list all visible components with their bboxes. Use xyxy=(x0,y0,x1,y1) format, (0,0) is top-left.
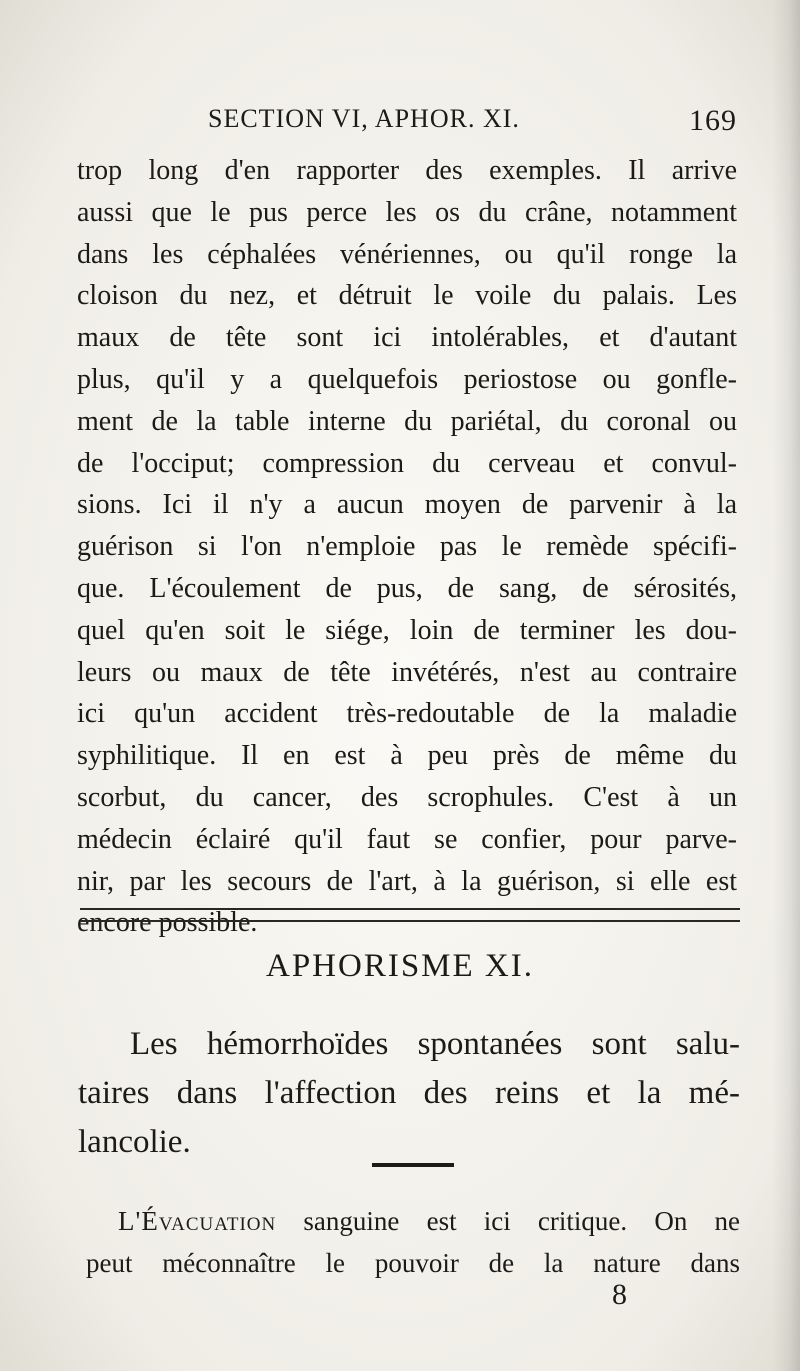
text-line: maux de tête sont ici intolérables, et d'autant xyxy=(77,322,737,354)
text-line: syphilitique. Il en est à peu près de même du xyxy=(77,740,737,772)
text-line: dans les céphalées vénériennes, ou qu'il ronge la xyxy=(77,238,737,270)
page-number: 169 xyxy=(689,104,737,137)
text-line: sions. Ici il n'y a aucun moyen de parvenir à la xyxy=(77,489,737,521)
body-paragraph xyxy=(77,150,737,944)
text-line: de l'occiput; compression du cerveau et convul- xyxy=(77,447,737,479)
text-line: leurs ou maux de tête invétérés, n'est au contraire xyxy=(77,656,737,688)
text-line: scorbut, du cancer, des scrophules. C'est à un xyxy=(77,781,737,813)
text-line: plus, qu'il y a quelquefois periostose ou gonfle- xyxy=(77,363,737,395)
short-rule-divider xyxy=(372,1163,454,1167)
aphorism-text xyxy=(78,1020,740,1167)
text-line: trop long d'en rapporter des exemples. Il arrive xyxy=(77,155,737,186)
aphorism-line: lancolie. xyxy=(78,1124,191,1160)
aphorism-title: APHORISME XI. xyxy=(265,948,535,984)
aphorism-line: Les hémorrhoïdes spontanées sont salu- xyxy=(130,1026,740,1062)
text-line: ment de la table interne du pariétal, du coronal ou xyxy=(77,405,737,437)
commentary-line: peut méconnaître le pouvoir de la nature dans xyxy=(86,1248,740,1278)
text-line: que. L'écoulement de pus, de sang, de sérosités, xyxy=(77,572,737,604)
text-line: médecin éclairé qu'il faut se confier, pour parve- xyxy=(77,823,737,855)
running-title: SECTION VI, APHOR. XI. xyxy=(208,104,520,133)
running-head xyxy=(200,104,745,144)
commentary-line xyxy=(118,1200,740,1242)
commentary-line-rest: sanguine est ici critique. On ne xyxy=(303,1206,740,1236)
text-line: nir, par les secours de l'art, à la guérison, si elle est xyxy=(77,865,737,897)
page-edge-shadow xyxy=(772,0,800,1371)
text-line: encore possible. xyxy=(77,907,258,939)
text-line: cloison du nez, et détruit le voile du palais. Les xyxy=(77,280,737,312)
commentary-lead: L'Évacuation xyxy=(118,1206,277,1236)
text-line: guérison si l'on n'emploie pas le remède spécifi- xyxy=(77,531,737,563)
commentary-paragraph xyxy=(86,1200,740,1284)
text-line: aussi que le pus perce les os du crâne, notamment xyxy=(77,196,737,228)
aphorism-line: taires dans l'affection des reins et la mé- xyxy=(78,1075,740,1111)
text-line: ici qu'un accident très-redoutable de la maladie xyxy=(77,698,737,730)
text-line: quel qu'en soit le siége, loin de terminer les dou- xyxy=(77,614,737,646)
signature-mark: 8 xyxy=(612,1278,627,1311)
double-rule-divider xyxy=(80,908,740,922)
